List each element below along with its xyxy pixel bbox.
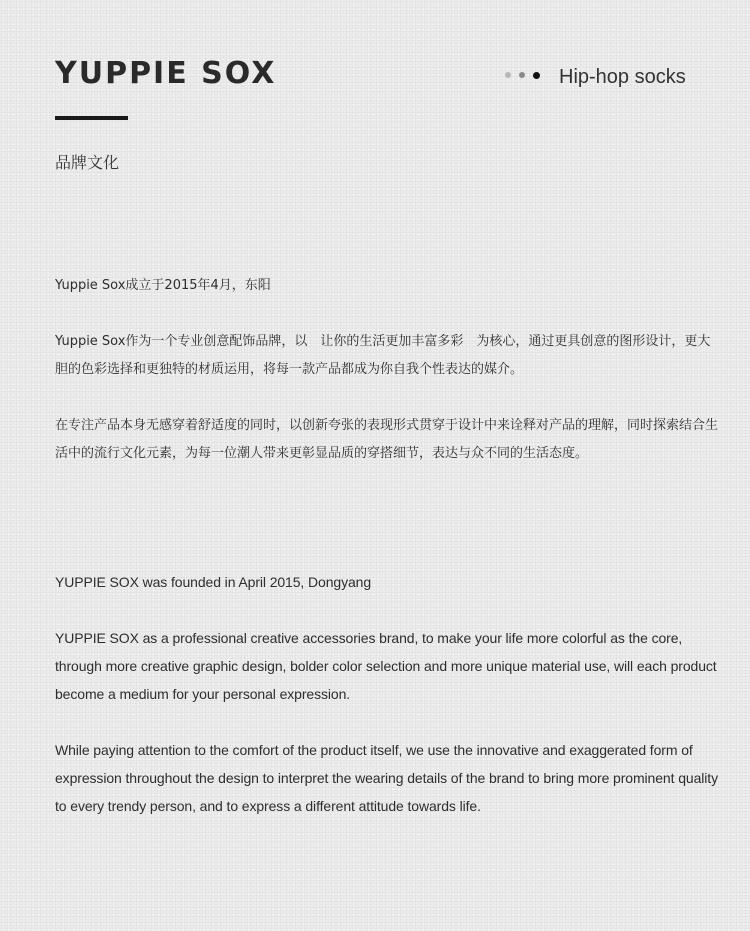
en-paragraph-1: YUPPIE SOX was founded in April 2015, Dongyang (55, 574, 372, 590)
tagline: Hip-hop socks (559, 66, 686, 88)
slide-indicator (505, 71, 540, 79)
cn-paragraph-2: Yuppie Sox作为一个专业创意配饰品牌，以 让你的生活更加丰富多彩 为核心，通过更具创意的图形设计，更大胆的色彩选择和更独特的材质运用，将每一款产品都成为你自我个性表达的媒介。 (55, 334, 711, 377)
en-paragraph-2: YUPPIE SOX as a professional creative accessories brand, to make your life more colorful as the core, through more creative graphic design, bolder color selection and more unique material use, will each product become a medium for your personal expression. (55, 630, 717, 702)
cn-paragraph-1: Yuppie Sox成立于2015年4月，东阳 (55, 278, 271, 293)
cn-paragraph-3: 在专注产品本身无感穿着舒适度的同时，以创新夸张的表现形式贯穿于设计中来诠释对产品的理解，同时探索结合生活中的流行文化元素，为每一位潮人带来更彰显品质的穿搭细节，表达与众不同的生活态度。 (55, 418, 719, 461)
brand-title: YUPPIE SOX (55, 56, 277, 91)
en-paragraph-3: While paying attention to the comfort of the product itself, we use the innovative and exaggerated form of expression throughout the design to interpret the wearing details of the brand to bring more prominent quality to every trendy person, and to express a different attitude towards life. (55, 742, 718, 814)
section-label: 品牌文化 (55, 153, 120, 172)
indicator-dot-1 (505, 72, 511, 78)
title-underline (55, 116, 128, 120)
indicator-dot-3 (533, 72, 540, 79)
indicator-dot-2 (519, 72, 525, 78)
